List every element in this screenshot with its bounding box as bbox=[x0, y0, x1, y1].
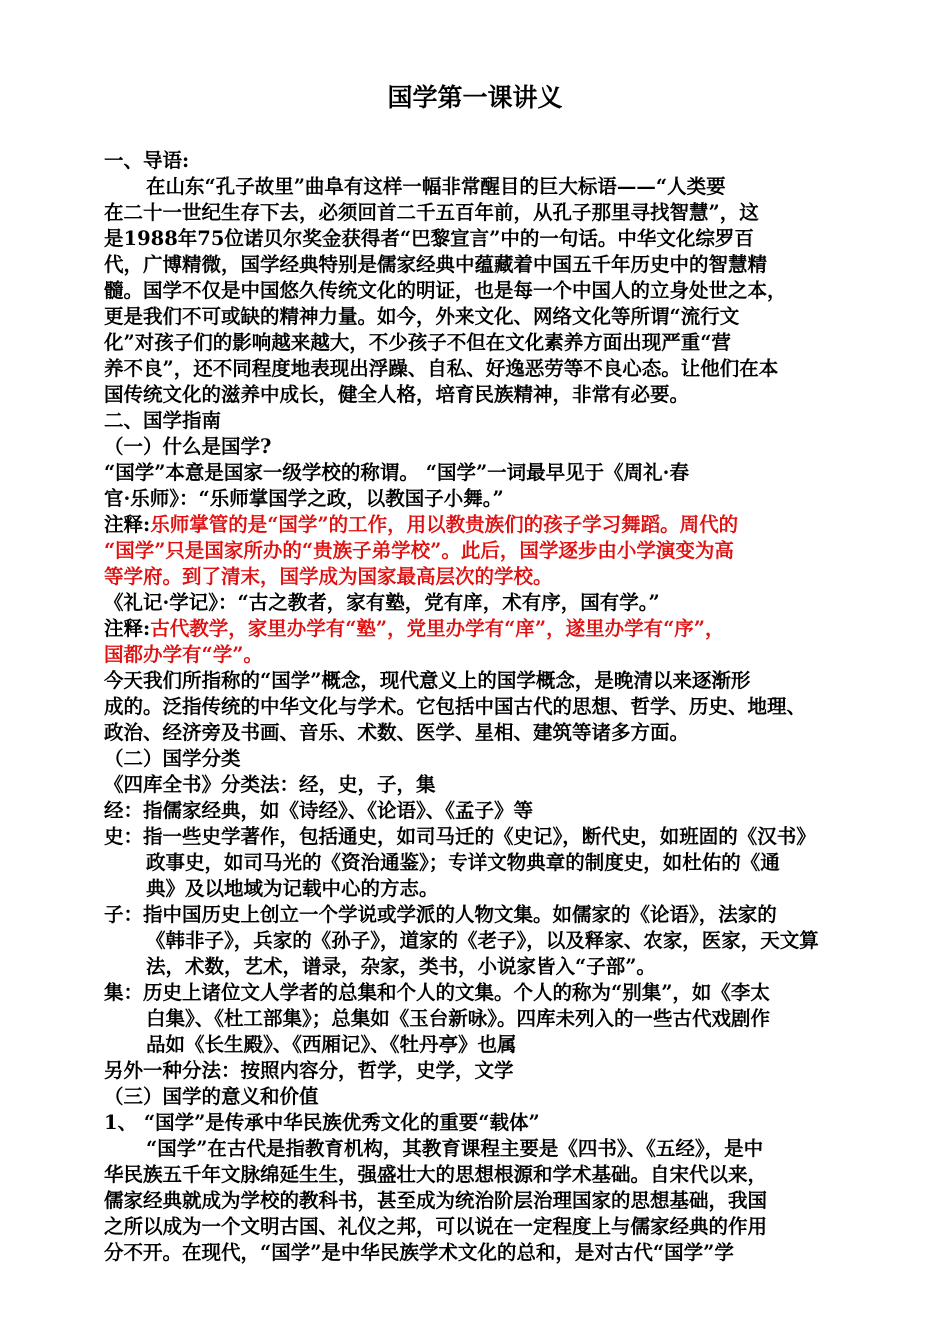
paragraph-line: 髓。国学不仅是中国悠久传统文化的明证，也是每一个中国人的立身处世之本， bbox=[104, 279, 787, 302]
paragraph-line: 更是我们不可或缺的精神力量。如今，外来文化、网络文化等所谓“流行文 bbox=[104, 305, 740, 328]
annotation-text: 乐师掌管的是“国学”的工作，用以教贵族们的孩子学习舞蹈。周代的 bbox=[150, 513, 739, 536]
paragraph-line: 分不开。在现代，“国学”是中华民族学术文化的总和，是对古代“国学”学 bbox=[104, 1241, 734, 1264]
subsection-heading: （一）什么是国学? bbox=[104, 435, 272, 458]
paragraph-line: “国学”本意是国家一级学校的称谓。 “国学”一词最早见于《周礼·春 bbox=[104, 461, 689, 484]
paragraph-line: 国传统文化的滋养中成长，健全人格，培育民族精神，非常有必要。 bbox=[104, 383, 690, 406]
subsection-heading: （三）国学的意义和价值 bbox=[104, 1085, 319, 1108]
paragraph-line: “国学”在古代是指教育机构，其教育课程主要是《四书》、《五经》，是中 bbox=[146, 1137, 764, 1160]
list-item-continuation: 《韩非子》，兵家的《孙子》，道家的《老子》，以及释家、农家，医家，天文算 bbox=[146, 929, 819, 952]
annotation-label: 注释: bbox=[104, 617, 151, 640]
annotation-label: 注释: bbox=[104, 513, 151, 536]
list-item: 子：指中国历史上创立一个学说或学派的人物文集。如儒家的《论语》，法家的 bbox=[104, 903, 777, 926]
numbered-heading: 1、 “国学”是传承中华民族优秀文化的重要“载体” bbox=[104, 1111, 540, 1134]
paragraph-line: 在二十一世纪生存下去，必须回首二千五百年前，从孔子那里寻找智慧”，这 bbox=[104, 201, 759, 224]
annotation-text: “国学”只是国家所办的“贵族子弟学校”。此后，国学逐步由小学演变为高 bbox=[104, 539, 734, 562]
annotation-text: 国都办学有“学”。 bbox=[104, 643, 263, 666]
paragraph-line: 成的。泛指传统的中华文化与学术。它包括中国古代的思想、哲学、历史、地理、 bbox=[104, 695, 807, 718]
list-item-continuation: 白集》、《杜工部集》；总集如《玉台新咏》。四库未列入的一些古代戏剧作 bbox=[146, 1007, 771, 1030]
section-heading: 二、国学指南 bbox=[104, 409, 222, 432]
page-title: 国学第一课讲义 bbox=[387, 83, 563, 112]
annotation-text: 等学府。到了清末，国学成为国家最高层次的学校。 bbox=[104, 565, 553, 588]
list-item-continuation: 政事史，如司马光的《资治通鉴》；专详文物典章的制度史，如杜佑的《通 bbox=[146, 851, 780, 874]
paragraph-line: 政治、经济旁及书画、音乐、术数、医学、星相、建筑等诸多方面。 bbox=[104, 721, 690, 744]
paragraph-line: 之所以成为一个文明古国、礼仪之邦，可以说在一定程度上与儒家经典的作用 bbox=[104, 1215, 768, 1238]
list-item-continuation: 品如《长生殿》、《西厢记》、《牡丹亭》也属 bbox=[146, 1033, 517, 1056]
list-item: 经：指儒家经典，如《诗经》、《论语》、《孟子》等 bbox=[104, 799, 534, 822]
list-item-continuation: 法，术数，艺术，谱录，杂家，类书，小说家皆入“子部”。 bbox=[146, 955, 656, 978]
annotation-text: 古代教学，家里办学有“塾”，党里办学有“庠”，遂里办学有“序”， bbox=[150, 617, 725, 640]
paragraph-line: 《四库全书》分类法：经，史，子，集 bbox=[104, 773, 436, 796]
list-item-continuation: 典》及以地域为记载中心的方志。 bbox=[146, 877, 439, 900]
paragraph-line: 华民族五千年文脉绵延生生，强盛壮大的思想根源和学术基础。自宋代以来， bbox=[104, 1163, 768, 1186]
paragraph-line: 《礼记·学记》：“古之教者，家有塾，党有庠，术有序，国有学。” bbox=[104, 591, 660, 614]
annotation-line bbox=[104, 616, 864, 642]
section-heading: 一、导语: bbox=[104, 149, 190, 172]
list-item: 史：指一些史学著作，包括通史，如司马迁的《史记》，断代史，如班固的《汉书》 bbox=[104, 825, 816, 848]
list-item: 集：历史上诸位文人学者的总集和个人的文集。个人的称为“别集”，如《李太 bbox=[104, 981, 770, 1004]
paragraph-line: 是1988年75位诺贝尔奖金获得者“巴黎宣言”中的一句话。中华文化综罗百 bbox=[104, 227, 754, 250]
paragraph-line: 官·乐师》：“乐师掌国学之政，以教国子小舞。” bbox=[104, 487, 504, 510]
paragraph-line: 在山东“孔子故里”曲阜有这样一幅非常醒目的巨大标语——“人类要 bbox=[146, 175, 726, 198]
paragraph-line: 今天我们所指称的“国学”概念，现代意义上的国学概念，是晚清以来逐渐形 bbox=[104, 669, 751, 692]
paragraph-line: 另外一种分法：按照内容分，哲学，史学，文学 bbox=[104, 1059, 514, 1082]
paragraph-line: 儒家经典就成为学校的教科书，甚至成为统治阶层治理国家的思想基础，我国 bbox=[104, 1189, 768, 1212]
annotation-line bbox=[104, 512, 864, 538]
paragraph-line: 化”对孩子们的影响越来越大，不少孩子不但在文化素养方面出现严重“营 bbox=[104, 331, 731, 354]
subsection-heading: （二）国学分类 bbox=[104, 747, 241, 770]
paragraph-line: 代，广博精微，国学经典特别是儒家经典中蕴藏着中国五千年历史中的智慧精 bbox=[104, 253, 768, 276]
paragraph-line: 养不良”，还不同程度地表现出浮躁、自私、好逸恶劳等不良心态。让他们在本 bbox=[104, 357, 779, 380]
